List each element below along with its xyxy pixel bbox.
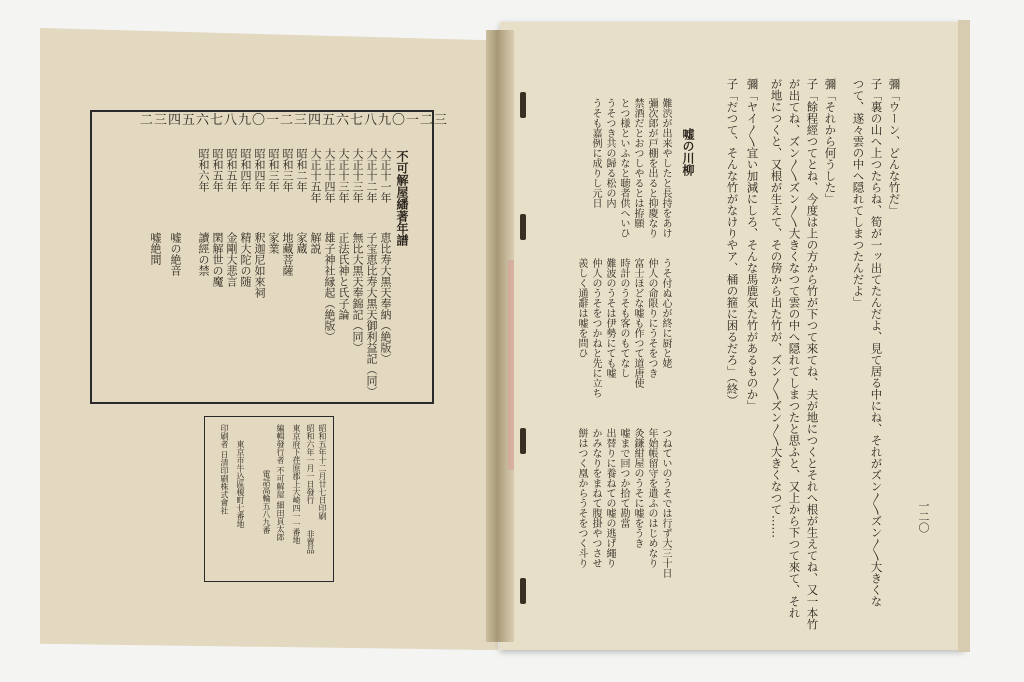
story-line: 彌「それから何うした」 — [823, 78, 838, 205]
red-page-stain — [508, 260, 514, 470]
poem-line: 仲人のうそをつかねと先に立ち — [590, 258, 601, 398]
pub-title: 金剛大悲言 — [225, 232, 238, 287]
poem-line: 嘘まで回つか拾て勘當 — [618, 428, 629, 528]
poem-line: うそつき共の歸る松の内 — [604, 98, 615, 208]
pub-title: 嘘絶間 — [149, 232, 162, 265]
story-line: 子「餘程經つてとね、今度は上の方から竹が下つて來てね、夫が地につくとそれへ根が生えてね、又一本竹 — [805, 78, 820, 630]
pub-title: 恵比寿大黒天奉納（絶版） — [379, 232, 392, 364]
number-row: 二三四五六七八九〇一二三四五六七八九〇一二三 — [140, 113, 449, 128]
pub-date: 昭和二年 — [295, 148, 308, 192]
poem-line: うそも嘉例に成りし元日 — [590, 98, 601, 208]
pub-date: 昭和四年 — [253, 148, 266, 192]
pub-title: 地藏菩薩 — [281, 232, 294, 276]
pub-title: 精大陀の随 — [239, 232, 252, 287]
staple-icon — [520, 428, 526, 454]
pub-title: 家業 — [267, 232, 280, 254]
poem-line: うそ付ぬ心が終に厨と姥 — [660, 258, 671, 368]
poem-line: 羨しく通辭は嘘を問ひ — [576, 258, 587, 358]
story-line: が出てね、ズン〳〵ズン〳〵大きくなつて雲の中へ隠れてしまつたと思ふと、又上から下つて來て、それ — [787, 78, 802, 619]
pub-title: 子宝恵比寿大黒天御利益記（同） — [365, 232, 378, 397]
poem-line: 富士ほどな嘘も作つて道唐使 — [632, 258, 643, 388]
colophon-line: 電話高輪五八九番 — [262, 470, 271, 534]
page-edge — [958, 20, 970, 652]
poem-line: 出替りに養ねての嘘の逃げ繩り — [604, 428, 615, 568]
list-title: 不可解屋繙著年譜 — [395, 150, 409, 246]
pub-title: 解説 — [309, 232, 322, 254]
pub-title: 嘘の絶音 — [169, 232, 182, 276]
staple-icon — [520, 578, 526, 604]
page-number: 一二〇 — [917, 500, 930, 533]
story-line: つて、遂々雲の中へ隠れてしまつたんだよ」 — [851, 78, 866, 308]
poem-line: 餅はつく凰からうそをつく斗り — [576, 428, 587, 568]
poem-line: つねていのうそでは行ず大三十日 — [660, 428, 671, 578]
poem-line: 仲人の命限りにうそをつき — [646, 258, 657, 378]
pub-date: 大正十五年 — [309, 148, 322, 203]
staple-icon — [520, 92, 526, 118]
poem-line: かみなりをまねて腹掛やつさせ — [590, 428, 601, 568]
poem-line: 難波のうそは伊勢にても嘘 — [604, 258, 615, 378]
poem-line: 年始帳留守を遣ふのはじめなり — [646, 428, 657, 568]
poem-line: とつ様といふなと聴者供へいひ — [618, 98, 629, 238]
pub-date: 大正十三年 — [351, 148, 364, 203]
pub-date: 大正十三年 — [337, 148, 350, 203]
section-heading: 嘘の川柳 — [681, 128, 695, 176]
colophon-line: 東京府下荏原郡上大崎四一一番地 — [292, 424, 301, 544]
colophon-line: 昭和六年一月一日發行 — [306, 424, 315, 504]
poem-line: 難渋が出来やしたと長持をあけ — [660, 98, 671, 238]
colophon-line: 昭和五年十二月廿七日印刷 — [318, 424, 327, 520]
pub-date: 昭和五年 — [211, 148, 224, 192]
pub-title: 釈迦尼如來祠 — [253, 232, 266, 298]
colophon-line: 印刷者 日清印刷株式會社 — [220, 424, 229, 515]
story-line: が地につくと、又根が生えて、その傍から出た竹が、ズン〳〵ズン〳〵大きくなつて…… — [769, 78, 784, 538]
story-line: 彌「ウーン、どんな竹だ」 — [887, 78, 902, 216]
pub-date: 昭和四年 — [239, 148, 252, 192]
colophon-line: 非賣品 — [306, 530, 315, 554]
poem-line: 時計のうそも客のもてなし — [618, 258, 629, 378]
pub-title: 家蔵 — [295, 232, 308, 254]
pub-title: 閑解世の魔 — [211, 232, 224, 287]
story-line: 子「だつて、そんな竹がなけりやア、桶の箍に困るだろ」（終） — [725, 78, 740, 406]
story-line: 子「裏の山へ上つたらね、筍が一ッ出てたんだよ、見て居る中にね、それがズン〳〵ズン〳〵大きくな — [869, 78, 884, 607]
pub-date: 昭和三年 — [267, 148, 280, 192]
pub-title: 無比大黒天奉錦記（同） — [351, 232, 364, 353]
poem-line: 禁酒だとおつしやるとは拵願 — [632, 98, 643, 228]
pub-date: 大正十一年 — [379, 148, 392, 203]
pub-title: 讀經の禁 — [197, 232, 210, 276]
pub-date: 昭和五年 — [225, 148, 238, 192]
pub-title: 正法氏神と氏子論 — [337, 232, 350, 320]
pub-date: 昭和六年 — [197, 148, 210, 192]
story-line: 彌「ヤイ〳〵宜い加減にしろ、そんな馬鹿気た竹があるものか」 — [745, 78, 760, 412]
pub-date: 昭和三年 — [281, 148, 294, 192]
poem-line: 彌次郎が戸棚を出ると抑慶なり — [646, 98, 657, 238]
colophon-line: 東京市牛込區榎町七番地 — [236, 440, 245, 528]
pub-title: 雄子神社縁起（絶版） — [323, 232, 336, 342]
pub-date: 大正十二年 — [365, 148, 378, 203]
poem-line: 灸鎌紺屋のうそに嘘をうき — [632, 428, 643, 548]
staple-icon — [520, 214, 526, 240]
colophon-line: 編輯發行者 不可解屋 細田頁太郎 — [276, 424, 285, 542]
pub-date: 大正十四年 — [323, 148, 336, 203]
